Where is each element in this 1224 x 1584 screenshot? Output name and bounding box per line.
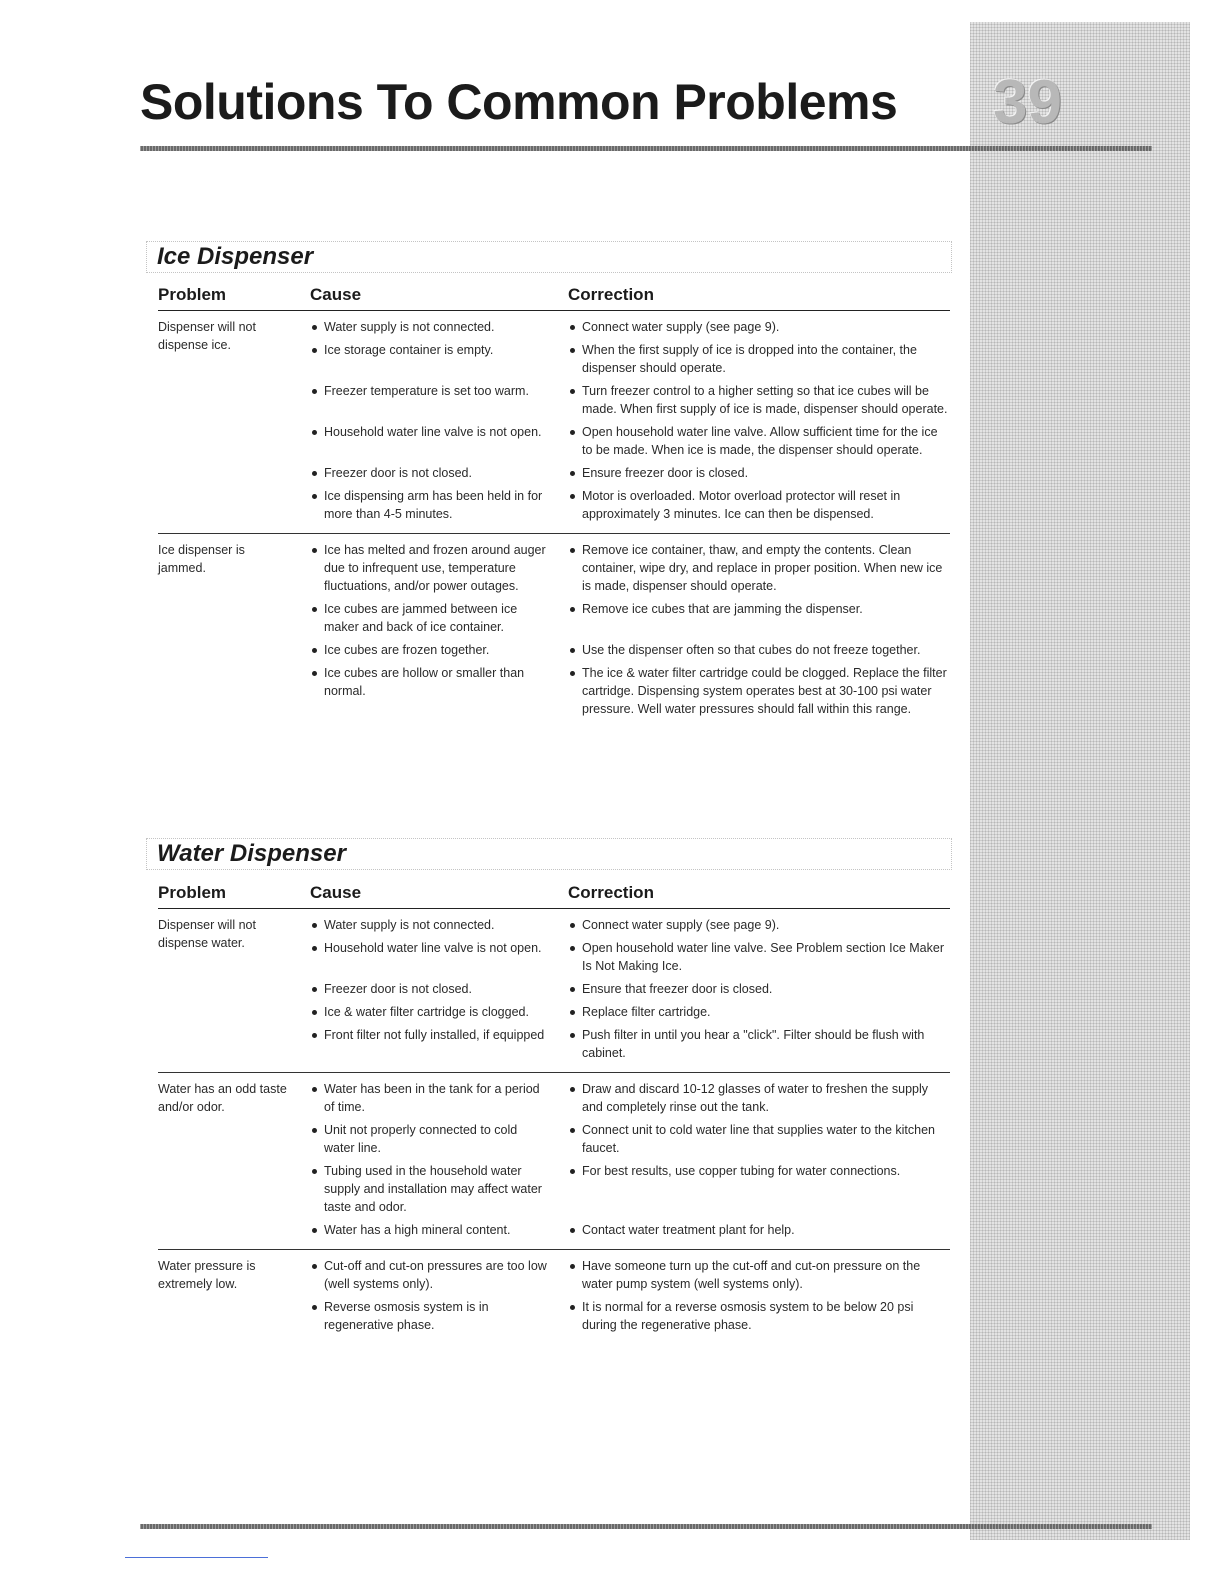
bullet-icon: [570, 1169, 575, 1174]
cause-item: [310, 600, 568, 636]
bullet-icon: [570, 607, 575, 612]
cause-text: Water has been in the tank for a period of time.: [324, 1082, 540, 1114]
section-header-ice-dispenser: [146, 241, 952, 273]
cause-text: Ice cubes are hollow or smaller than normal.: [324, 666, 525, 698]
table-row: [158, 487, 950, 523]
bullet-icon: [312, 607, 317, 612]
cause-text: Freezer temperature is set too warm.: [324, 384, 529, 398]
bullet-icon: [312, 1033, 317, 1038]
table-row: [158, 1026, 950, 1062]
bullet-icon: [312, 923, 317, 928]
cause-item: [310, 423, 568, 459]
correction-text: Replace filter cartridge.: [582, 1005, 711, 1019]
correction-item: [568, 541, 950, 595]
bullet-icon: [312, 494, 317, 499]
table-header: [158, 284, 950, 311]
cause-item: [310, 541, 568, 595]
correction-text: Turn freezer control to a higher setting so that ice cubes will be made. When first supply of ice is made, dispenser should operate.: [582, 384, 948, 416]
cause-text: Ice & water filter cartridge is clogged.: [324, 1005, 529, 1019]
bullet-icon: [570, 430, 575, 435]
cause-text: Water has a high mineral content.: [324, 1223, 511, 1237]
problem-group: [158, 909, 950, 1073]
problem-group: [158, 1250, 950, 1344]
page-number: 39: [993, 68, 1062, 137]
bullet-icon: [312, 548, 317, 553]
cause-item: [310, 664, 568, 718]
bullet-icon: [570, 946, 575, 951]
cause-text: Household water line valve is not open.: [324, 941, 542, 955]
bullet-icon: [570, 1087, 575, 1092]
correction-item: [568, 1026, 950, 1062]
correction-text: Open household water line valve. See Problem section Ice Maker Is Not Making Ice.: [582, 941, 944, 973]
column-header-cause: Cause: [310, 285, 362, 304]
cause-text: Household water line valve is not open.: [324, 425, 542, 439]
correction-item: [568, 464, 950, 482]
bullet-icon: [312, 430, 317, 435]
table-row: [158, 382, 950, 418]
correction-text: Motor is overloaded. Motor overload protector will reset in approximately 3 minutes. Ice can then be dispensed.: [582, 489, 901, 521]
bullet-icon: [570, 348, 575, 353]
correction-item: [568, 1080, 950, 1116]
cause-text: Ice cubes are jammed between ice maker and back of ice container.: [324, 602, 518, 634]
footer-rule: [140, 1524, 1152, 1529]
correction-text: Remove ice cubes that are jamming the dispenser.: [582, 602, 863, 616]
bullet-icon: [570, 471, 575, 476]
cause-text: Water supply is not connected.: [324, 320, 495, 334]
bullet-icon: [312, 325, 317, 330]
correction-item: [568, 980, 950, 998]
cause-item: [310, 641, 568, 659]
cause-item: [310, 1298, 568, 1334]
correction-item: [568, 600, 950, 636]
correction-text: Connect unit to cold water line that supplies water to the kitchen faucet.: [582, 1123, 935, 1155]
cause-item: [310, 1221, 568, 1239]
correction-text: The ice & water filter cartridge could be clogged. Replace the filter cartridge. Dispensing system operates best at 30-100 psi water pressure. Well water pressures should fall within this range.: [582, 666, 947, 716]
cause-item: [310, 318, 568, 336]
cause-item: [310, 1121, 568, 1157]
bullet-icon: [312, 946, 317, 951]
correction-text: It is normal for a reverse osmosis system to be below 20 psi during the regenerative phase.: [582, 1300, 914, 1332]
table-row: [158, 664, 950, 718]
correction-text: Push filter in until you hear a "click". Filter should be flush with cabinet.: [582, 1028, 925, 1060]
cause-text: Ice dispensing arm has been held in for more than 4-5 minutes.: [324, 489, 543, 521]
bullet-icon: [312, 389, 317, 394]
bullet-icon: [570, 1128, 575, 1133]
bullet-icon: [570, 1305, 575, 1310]
bullet-icon: [312, 471, 317, 476]
correction-item: [568, 341, 950, 377]
correction-item: [568, 318, 950, 336]
correction-item: [568, 423, 950, 459]
correction-item: [568, 487, 950, 523]
section-title: Ice Dispenser: [157, 243, 314, 270]
section-header-water-dispenser: [146, 838, 952, 870]
cause-text: Cut-off and cut-on pressures are too low (well systems only).: [324, 1259, 547, 1291]
bullet-icon: [570, 389, 575, 394]
bullet-icon: [570, 1264, 575, 1269]
correction-item: [568, 664, 950, 718]
bullet-icon: [570, 648, 575, 653]
table-row: [158, 980, 950, 998]
correction-item: [568, 382, 950, 418]
correction-item: [568, 1298, 950, 1334]
bullet-icon: [570, 1033, 575, 1038]
bullet-icon: [312, 1010, 317, 1015]
bullet-icon: [312, 348, 317, 353]
correction-text: Ensure freezer door is closed.: [582, 466, 749, 480]
ice-dispenser-table: [158, 284, 950, 728]
cause-text: Unit not properly connected to cold water line.: [324, 1123, 518, 1155]
cause-text: Reverse osmosis system is in regenerative phase.: [324, 1300, 489, 1332]
cause-text: Tubing used in the household water supply and installation may affect water taste and odor.: [324, 1164, 542, 1214]
table-row: [158, 1221, 950, 1239]
column-header-problem: Problem: [158, 883, 227, 902]
cause-text: Ice storage container is empty.: [324, 343, 494, 357]
correction-text: Connect water supply (see page 9).: [582, 918, 780, 932]
problem-text: Ice dispenser is jammed.: [158, 543, 245, 575]
correction-text: Contact water treatment plant for help.: [582, 1223, 795, 1237]
correction-text: Open household water line valve. Allow sufficient time for the ice to be made. When ice is made, the dispenser should operate.: [582, 425, 938, 457]
correction-text: Have someone turn up the cut-off and cut-on pressure on the water pump system (well systems only).: [582, 1259, 921, 1291]
bullet-icon: [312, 1228, 317, 1233]
correction-item: [568, 939, 950, 975]
column-header-problem: Problem: [158, 285, 227, 304]
table-row: [158, 641, 950, 659]
cause-text: Freezer door is not closed.: [324, 466, 472, 480]
cause-item: [310, 464, 568, 482]
bullet-icon: [570, 671, 575, 676]
table-row: [158, 1162, 950, 1216]
cause-text: Front filter not fully installed, if equipped: [324, 1028, 545, 1042]
column-header-correction: Correction: [568, 285, 654, 304]
cause-text: Water supply is not connected.: [324, 918, 495, 932]
bullet-icon: [570, 987, 575, 992]
bullet-icon: [312, 1128, 317, 1133]
table-row: [158, 600, 950, 636]
cause-text: Freezer door is not closed.: [324, 982, 472, 996]
column-header-correction: Correction: [568, 883, 654, 902]
table-row: [158, 464, 950, 482]
side-tab-band: [970, 22, 1190, 1540]
cause-item: [310, 1080, 568, 1116]
cause-item: [310, 341, 568, 377]
table-row: [158, 1121, 950, 1157]
table-row: [158, 1298, 950, 1334]
correction-text: Connect water supply (see page 9).: [582, 320, 780, 334]
correction-item: [568, 916, 950, 934]
page-title: Solutions To Common Problems: [140, 74, 898, 130]
cause-text: Ice cubes are frozen together.: [324, 643, 490, 657]
bullet-icon: [570, 494, 575, 499]
bullet-icon: [570, 1010, 575, 1015]
correction-item: [568, 1162, 950, 1216]
problem-group: [158, 311, 950, 534]
cause-text: Ice has melted and frozen around auger due to infrequent use, temperature fluctuations, and/or power outages.: [324, 543, 546, 593]
bullet-icon: [312, 671, 317, 676]
correction-item: [568, 1121, 950, 1157]
bullet-icon: [570, 548, 575, 553]
correction-text: Draw and discard 10-12 glasses of water to freshen the supply and completely rinse out the tank.: [582, 1082, 929, 1114]
bullet-icon: [312, 1264, 317, 1269]
cause-item: [310, 487, 568, 523]
cause-item: [310, 1162, 568, 1216]
section-title: Water Dispenser: [157, 840, 346, 867]
correction-item: [568, 1221, 950, 1239]
correction-item: [568, 641, 950, 659]
bullet-icon: [570, 1228, 575, 1233]
footer-link-line: [125, 1557, 268, 1558]
cause-item: [310, 939, 568, 975]
problem-text: Dispenser will not dispense water.: [158, 918, 256, 950]
cause-item: [310, 1257, 568, 1293]
column-header-cause: Cause: [310, 883, 362, 902]
problem-text: Water pressure is extremely low.: [158, 1259, 256, 1291]
correction-text: For best results, use copper tubing for water connections.: [582, 1164, 901, 1178]
cause-item: [310, 1026, 568, 1062]
problem-group: [158, 534, 950, 728]
bullet-icon: [312, 1087, 317, 1092]
table-header: [158, 882, 950, 909]
cause-item: [310, 382, 568, 418]
correction-text: Use the dispenser often so that cubes do not freeze together.: [582, 643, 921, 657]
header-rule: [140, 146, 1152, 151]
correction-item: [568, 1257, 950, 1293]
water-dispenser-table: [158, 882, 950, 1344]
correction-text: Remove ice container, thaw, and empty the contents. Clean container, wipe dry, and replace in proper position. When new ice is made, dispenser should operate.: [582, 543, 943, 593]
cause-item: [310, 980, 568, 998]
correction-item: [568, 1003, 950, 1021]
correction-text: When the first supply of ice is dropped into the container, the dispenser should operate.: [582, 343, 917, 375]
bullet-icon: [312, 648, 317, 653]
cause-item: [310, 1003, 568, 1021]
correction-text: Ensure that freezer door is closed.: [582, 982, 773, 996]
bullet-icon: [312, 1169, 317, 1174]
problem-text: Water has an odd taste and/or odor.: [158, 1082, 287, 1114]
bullet-icon: [312, 1305, 317, 1310]
bullet-icon: [570, 325, 575, 330]
table-row: [158, 1003, 950, 1021]
bullet-icon: [312, 987, 317, 992]
problem-group: [158, 1073, 950, 1250]
table-row: [158, 423, 950, 459]
bullet-icon: [570, 923, 575, 928]
cause-item: [310, 916, 568, 934]
problem-text: Dispenser will not dispense ice.: [158, 320, 256, 352]
